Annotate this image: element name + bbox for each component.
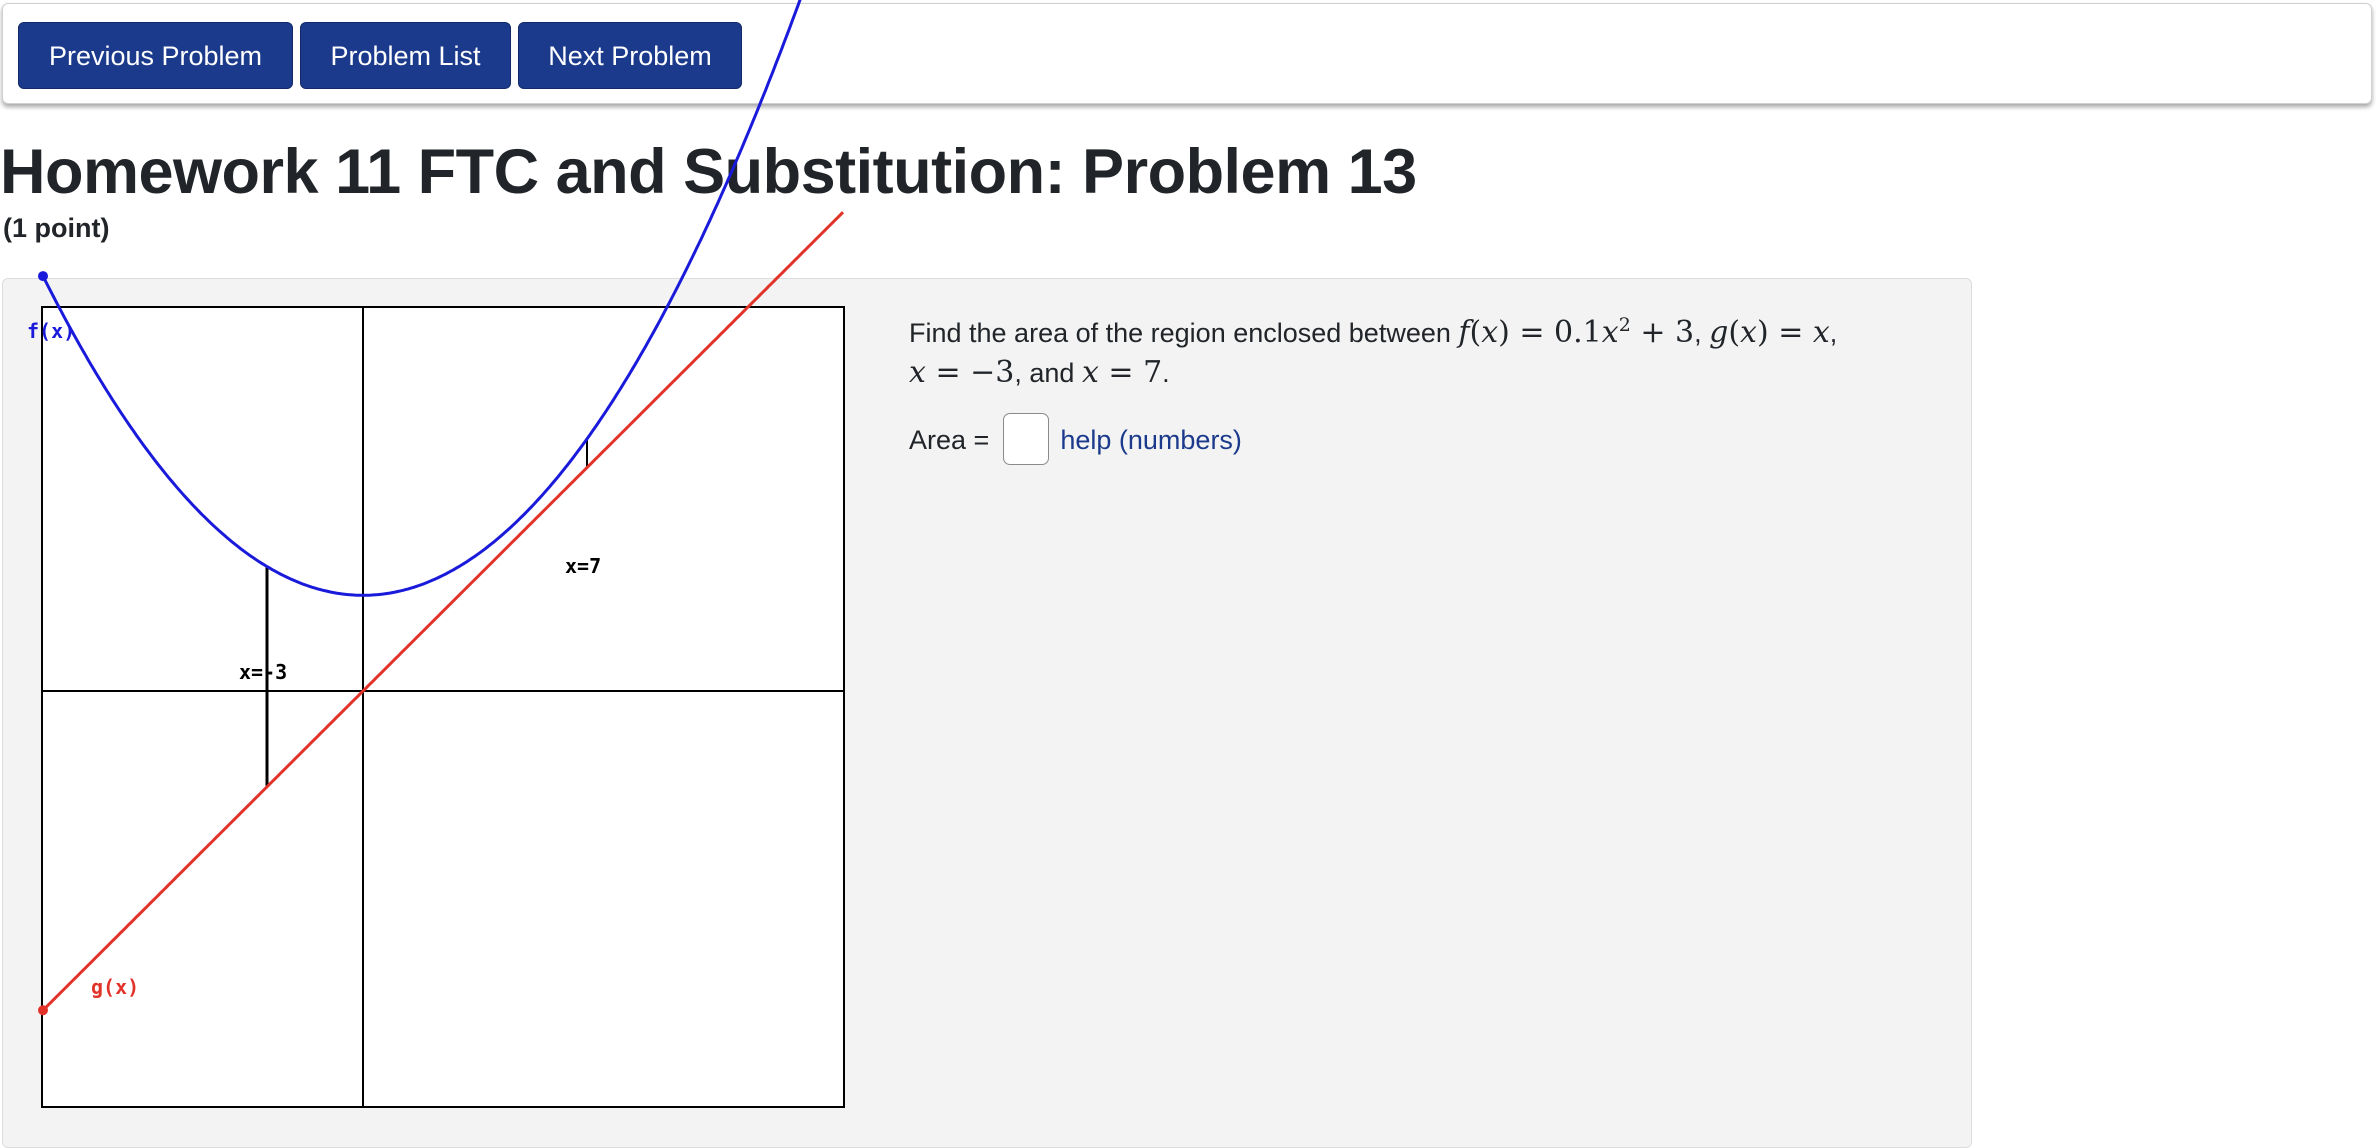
area-label: Area = (909, 425, 990, 455)
problem-statement: Find the area of the region enclosed between $f(x) = 0.1x^2 + 3$, g(x) = x, x = −3, and x = 7. (909, 314, 1838, 390)
previous-problem-button[interactable]: Previous Problem (18, 22, 293, 89)
f-curve-endpoint (38, 271, 48, 281)
g-expression: g(x) = x (1709, 315, 1830, 350)
next-problem-button[interactable]: Next Problem (518, 22, 742, 89)
left-bound-label: x=-3 (239, 660, 288, 685)
g-curve-label: g(x) (91, 975, 140, 1000)
help-numbers-link[interactable]: help (numbers) (1060, 425, 1242, 455)
area-answer-input[interactable] (1003, 413, 1049, 465)
problem-navbar (2, 3, 2372, 104)
g-curve-endpoint (38, 1005, 48, 1015)
problem-graph (27, 306, 845, 1108)
upper-bound-expression: x = 7 (1081, 355, 1163, 390)
problem-points: (1 point) (3, 213, 110, 243)
statement-prefix: Find the area of the region enclosed between (909, 318, 1451, 348)
answer-row (909, 412, 1242, 468)
right-bound-label: x=7 (565, 553, 602, 578)
and-word: and (1029, 358, 1075, 388)
f-expression: $f(x) = 0.1x^2 + 3$ (1458, 314, 1695, 350)
graph-canvas (27, 308, 843, 1106)
f-curve-label: f(x) (27, 319, 76, 344)
page-title: Homework 11 FTC and Substitution: Problem 13 (0, 137, 1417, 207)
g-curve (43, 212, 843, 1010)
lower-bound-expression: x = −3 (909, 355, 1015, 390)
problem-list-button[interactable]: Problem List (300, 22, 511, 89)
